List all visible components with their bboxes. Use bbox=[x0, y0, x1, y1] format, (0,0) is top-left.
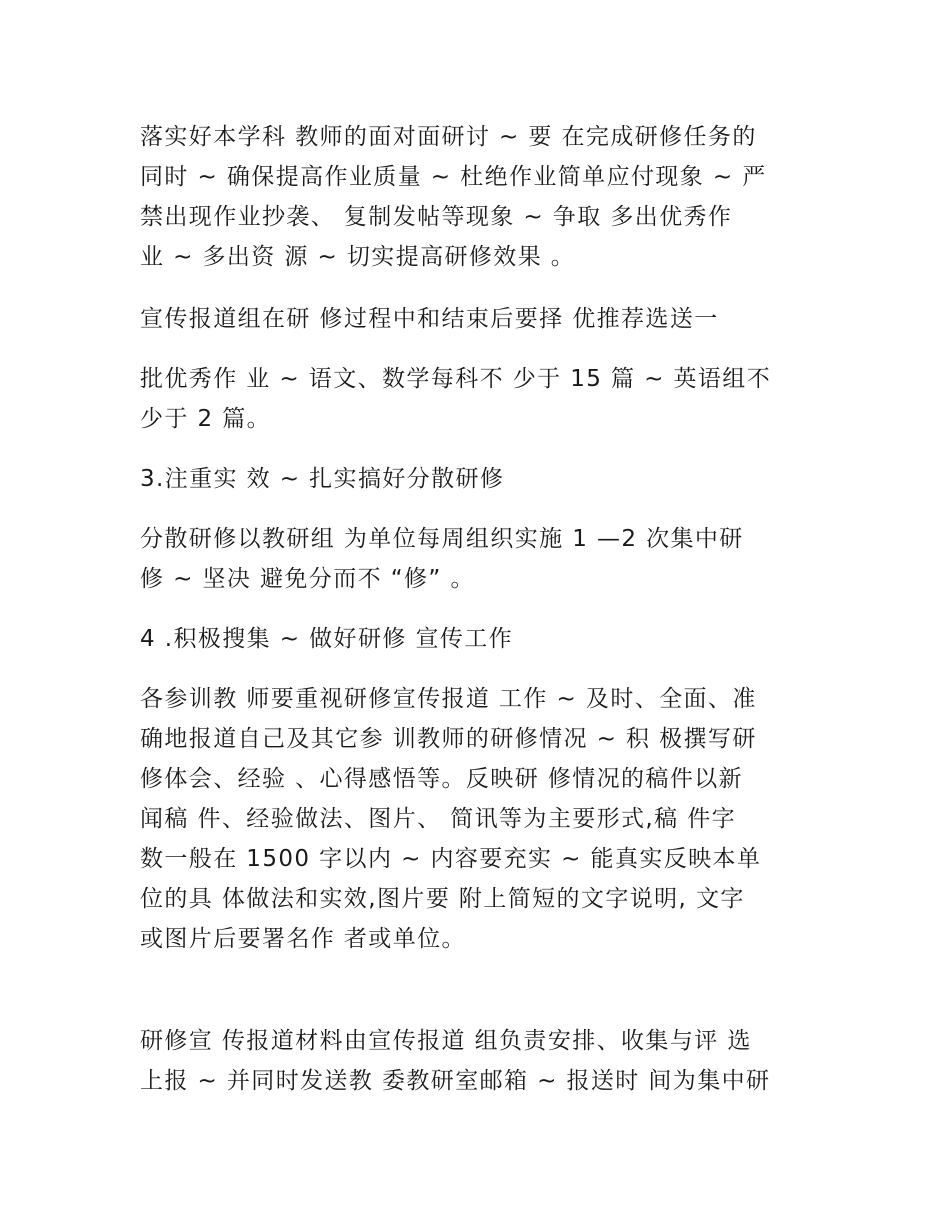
text-line: 宣传报道组在研 修过程中和结束后要择 优推荐选送一 bbox=[140, 306, 719, 332]
text-line: 业 ~ 多出资 源 ~ 切实提高研修效果 。 bbox=[140, 244, 576, 270]
text-line: 修体会、经验 、心得感悟等。反映研 修情况的稿件以新 bbox=[140, 766, 744, 792]
heading-line: 3.注重实 效 ~ 扎实搞好分散研修 bbox=[140, 466, 505, 492]
section-heading-3 bbox=[140, 459, 820, 499]
text-line: 落实好本学科 教师的面对面研讨 ~ 要 在完成研修任务的 bbox=[140, 124, 757, 150]
text-line: 少于 2 篇。 bbox=[140, 406, 272, 432]
text-line: 研修宣 传报道材料由宣传报道 组负责安排、收集与评 选 bbox=[140, 1028, 752, 1054]
text-line: 确地报道自己及其它参 训教师的研修情况 ~ 积 极撰写研 bbox=[140, 726, 757, 752]
text-line: 位的具 体做法和实效,图片要 附上简短的文字说明, 文字 bbox=[140, 886, 745, 912]
paragraph-work-quota bbox=[140, 359, 820, 439]
text-line: 批优秀作 业 ~ 语文、数学每科不 少于 15 篇 ~ 英语组不 bbox=[140, 366, 772, 392]
text-line: 上报 ~ 并同时发送教 委教研室邮箱 ~ 报送时 间为集中研 bbox=[140, 1068, 771, 1094]
paragraph-publicity-reporting bbox=[140, 679, 820, 959]
section-heading-4 bbox=[140, 619, 820, 659]
paragraph-materials-submission bbox=[140, 1021, 820, 1101]
heading-line: 4 .积极搜集 ~ 做好研修 宣传工作 bbox=[140, 626, 514, 652]
text-line: 同时 ~ 确保提高作业质量 ~ 杜绝作业简单应付现象 ~ 严 bbox=[140, 164, 767, 190]
text-line: 或图片后要署名作 者或单位。 bbox=[140, 926, 466, 952]
paragraph-homework-quality bbox=[140, 117, 820, 277]
text-line: 各参训教 师要重视研修宣传报道 工作 ~ 及时、全面、准 bbox=[140, 686, 757, 712]
text-line: 闻稿 件、经验做法、图片、 简讯等为主要形式,稿 件字 bbox=[140, 806, 737, 832]
text-line: 修 ~ 坚决 避免分而不 “修” 。 bbox=[140, 566, 475, 592]
text-line: 禁出现作业抄袭、 复制发帖等现象 ~ 争取 多出优秀作 bbox=[140, 204, 733, 230]
paragraph-distributed-training bbox=[140, 519, 820, 599]
text-line: 分散研修以教研组 为单位每周组织实施 1 —2 次集中研 bbox=[140, 526, 744, 552]
paragraph-recommend-works bbox=[140, 299, 820, 339]
text-line: 数一般在 1500 字以内 ~ 内容要充实 ~ 能真实反映本单 bbox=[140, 846, 762, 872]
